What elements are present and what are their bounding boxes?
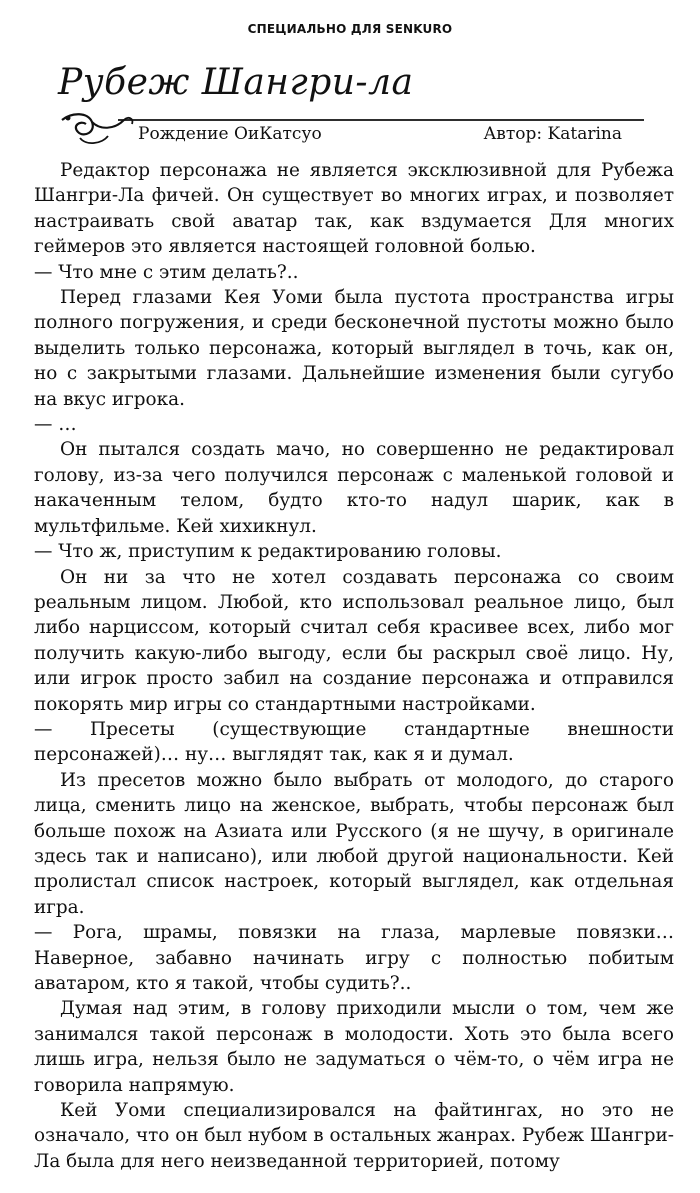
paragraph: Из пресетов можно было выбрать от молодого, до старого лица, сменить лицо на женское, выбрать, чтобы персонаж был больше похож на Азиата или Русского (я не шучу, в оригинале здесь так и написано), или любой другой национальности. Кей пролистал список настроек, который выглядел, как отдельная игра. xyxy=(34,769,674,918)
dialogue-line: — Что ж, приступим к редактированию головы. xyxy=(34,541,502,563)
paragraph: Перед глазами Кея Уоми была пустота пространства игры полного погружения, и среди бесконечной пустоты можно было выделить только персонажа, который выглядел в точь, как он, но с закрытыми глазами. Дальнейшие изменения были сугубо на вкус игрока. xyxy=(34,287,674,410)
paragraph: Кей Уоми специализировался на файтингах, но это не означало, что он был нубом в остальных жанрах. Рубеж Шангри-Ла была для него неизведанной территорией, потому xyxy=(34,1100,674,1172)
dialogue-line: — … xyxy=(34,414,77,436)
chapter-title: Рождение ОиКатсуо xyxy=(138,124,322,144)
dialogue-line: — Рога, шрамы, повязки на глаза, марлевые повязки… Наверное, забавно начинать игру с полностью побитым аватаром, кто я такой, чтобы судить?.. xyxy=(34,922,674,994)
paragraph: Он ни за что не хотел создавать персонажа со своим реальным лицом. Любой, кто использовал реальное лицо, был либо нарциссом, который считал себя красивее всех, либо мог получить какую-либо выгоду, если бы раскрыл своё лицо. Ну, или игрок просто забил на создание персонажа и отправился покорять мир игры со стандартными настройками. xyxy=(34,566,674,715)
paragraph: Редактор персонажа не является эксклюзивной для Рубежа Шангри-Ла фичей. Он существует во многих играх, и позволяет настраивать свой аватар так, как вздумается Для многих геймеров это является настоящей головной болью. xyxy=(34,160,674,258)
dialogue-line: — Что мне с этим делать?.. xyxy=(34,261,299,283)
paragraph: Он пытался создать мачо, но совершенно не редактировал голову, из-за чего получился персонаж с маленькой головой и накаченным телом, будто кто-то надул шарик, как в мультфильме. Кей хихикнул. xyxy=(34,439,674,537)
author-line: Автор: Katarina xyxy=(483,124,622,144)
paragraph: Думая над этим, в голову приходили мысли о том, чем же занимался такой персонаж в молодости. Хоть это была всего лишь игра, нельзя было не задуматься о чём-то, о чём игра не говорила напрямую. xyxy=(34,998,674,1096)
article-body xyxy=(34,158,674,1174)
dialogue-line: — Пресеты (существующие стандартные внешности персонажей)… ну… выглядят так, как я и думал. xyxy=(34,718,674,766)
book-title: Рубеж Шангри-ла xyxy=(58,62,414,103)
site-label: СПЕЦИАЛЬНО ДЛЯ SENKURO xyxy=(247,22,453,36)
